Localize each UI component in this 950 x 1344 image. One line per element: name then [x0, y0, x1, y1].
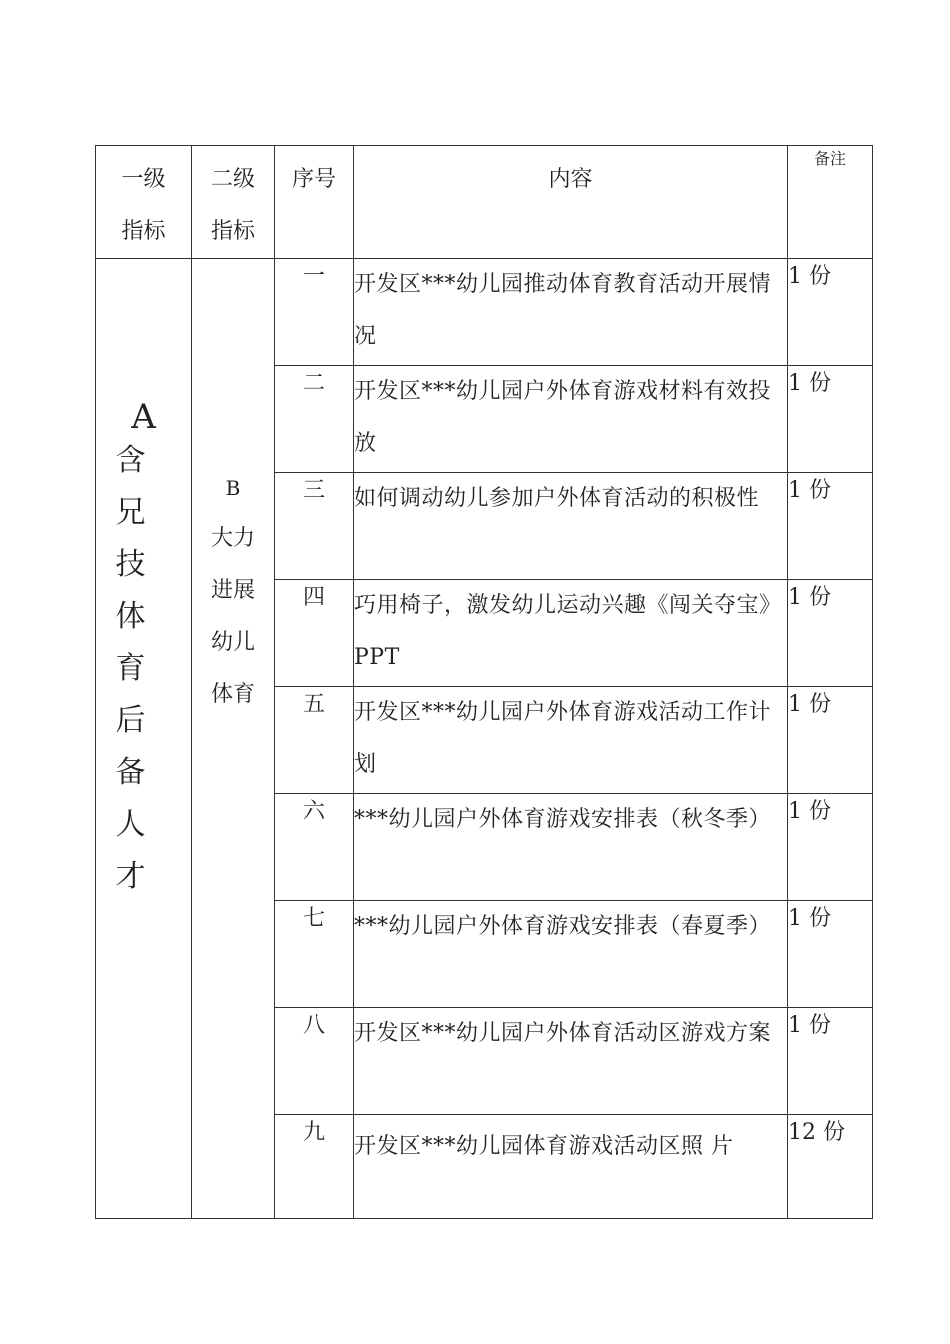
content-cell: 开发区***幼儿园推动体育教育活动开展情况: [354, 259, 788, 366]
level1-text: 含兄技体育后备人才: [115, 443, 164, 894]
seq-cell: 五: [275, 687, 354, 794]
header-level2: [192, 146, 275, 259]
note-cell: 12 份: [788, 1115, 873, 1219]
table-header-row: [96, 146, 873, 259]
seq-cell: 四: [275, 580, 354, 687]
content-cell: ***幼儿园户外体育游戏安排表（春夏季）: [354, 901, 788, 1008]
header-seq: 序号: [275, 146, 354, 259]
note-cell: 1 份: [788, 580, 873, 687]
note-cell: 1 份: [788, 794, 873, 901]
level2-indicator-cell: [192, 259, 275, 1219]
seq-cell: 二: [275, 366, 354, 473]
header-level1-line2: 指标: [121, 219, 166, 244]
level2-text: 大力进展幼儿体育: [210, 526, 255, 707]
header-level2-line2: 指标: [210, 219, 255, 244]
note-cell: 1 份: [788, 366, 873, 473]
header-note: 备注: [788, 146, 873, 259]
indicator-table: [95, 145, 873, 1219]
note-cell: 1 份: [788, 687, 873, 794]
note-cell: 1 份: [788, 901, 873, 1008]
content-cell: 开发区***幼儿园户外体育游戏活动工作计划: [354, 687, 788, 794]
content-cell: 开发区***幼儿园体育游戏活动区照 片: [354, 1115, 788, 1219]
table-body: [96, 259, 873, 1219]
content-cell: 开发区***幼儿园户外体育游戏材料有效投放: [354, 366, 788, 473]
header-level2-line1: 二级: [210, 167, 255, 192]
seq-cell: 六: [275, 794, 354, 901]
seq-cell: 一: [275, 259, 354, 366]
level2-code: B: [225, 476, 241, 500]
header-level1-line1: 一级: [121, 167, 166, 192]
seq-cell: 九: [275, 1115, 354, 1219]
seq-cell: 七: [275, 901, 354, 1008]
seq-cell: 八: [275, 1008, 354, 1115]
header-content: 内容: [354, 146, 788, 259]
note-cell: 1 份: [788, 1008, 873, 1115]
table-row: [96, 259, 873, 366]
note-cell: 1 份: [788, 473, 873, 580]
header-level1: [96, 146, 192, 259]
note-cell: 1 份: [788, 259, 873, 366]
content-cell: 如何调动幼儿参加户外体育活动的积极性: [354, 473, 788, 580]
level1-code: A: [131, 397, 156, 437]
level1-indicator-cell: [96, 259, 192, 1219]
content-cell: 巧用椅子，激发幼儿运动兴趣《闯关夺宝》PPT: [354, 580, 788, 687]
seq-cell: 三: [275, 473, 354, 580]
content-cell: ***幼儿园户外体育游戏安排表（秋冬季）: [354, 794, 788, 901]
content-cell: 开发区***幼儿园户外体育活动区游戏方案: [354, 1008, 788, 1115]
